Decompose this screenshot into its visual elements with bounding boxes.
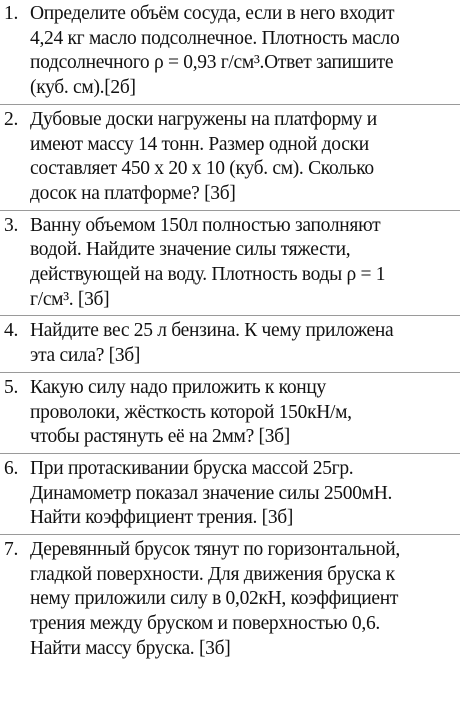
question-number: 4. xyxy=(4,320,19,342)
question-5 xyxy=(4,376,460,450)
question-line: г/см³. [3б] xyxy=(30,288,110,310)
question-line: Найти коэффициент трения. [3б] xyxy=(30,507,294,529)
question-line: При протаскивании бруска массой 25гр. xyxy=(30,457,354,479)
question-6 xyxy=(4,457,460,531)
question-line: Динамометр показал значение силы 2500мН. xyxy=(30,482,393,504)
question-4 xyxy=(4,319,460,368)
question-text xyxy=(30,376,352,450)
question-number: 6. xyxy=(4,457,19,479)
question-line: нему приложили силу в 0,02кН, коэффициент xyxy=(30,588,399,610)
question-line: проволоки, жёсткость которой 150кН/м, xyxy=(30,401,352,423)
question-line: (куб. см).[2б] xyxy=(30,77,136,99)
question-text xyxy=(30,538,400,662)
question-line: составляет 450 х 20 х 10 (куб. см). Сколько xyxy=(30,158,374,180)
question-line: досок на платформе? [3б] xyxy=(30,182,236,204)
question-line: Найти массу бруска. [3б] xyxy=(30,637,231,659)
divider xyxy=(0,210,460,211)
question-line: трения между бруском и поверхностью 0,6. xyxy=(30,613,380,635)
question-line: действующей на воду. Плотность воды ρ = 1 xyxy=(30,264,386,286)
question-7 xyxy=(4,538,460,662)
question-text xyxy=(30,108,377,207)
divider xyxy=(0,372,460,373)
question-number: 7. xyxy=(4,539,19,561)
question-text xyxy=(30,214,385,313)
question-number: 1. xyxy=(4,3,19,24)
question-line: эта сила? [3б] xyxy=(30,345,141,367)
divider xyxy=(0,315,460,316)
divider xyxy=(0,534,460,535)
question-line: Ванну объемом 150л полностью заполняют xyxy=(30,214,381,236)
question-line: водой. Найдите значение силы тяжести, xyxy=(30,239,351,261)
divider xyxy=(0,104,460,105)
question-line: подсолнечного ρ = 0,93 г/см³.Ответ запишите xyxy=(30,52,394,74)
question-2 xyxy=(4,108,460,207)
question-number: 3. xyxy=(4,214,19,236)
question-number: 5. xyxy=(4,376,19,398)
question-text xyxy=(30,457,392,531)
question-line: Определите объём сосуда, если в него входит xyxy=(30,3,395,24)
question-line: Какую силу надо приложить к концу xyxy=(30,376,326,398)
question-text xyxy=(30,2,399,101)
divider xyxy=(0,453,460,454)
question-1 xyxy=(4,2,460,101)
question-line: 4,24 кг масло подсолнечное. Плотность масло xyxy=(30,27,400,49)
question-line: Дубовые доски нагружены на платформу и xyxy=(30,108,377,130)
question-line: Найдите вес 25 л бензина. К чему приложена xyxy=(30,320,394,342)
question-number: 2. xyxy=(4,108,19,130)
question-line: чтобы растянуть её на 2мм? [3б] xyxy=(30,426,290,448)
question-line: гладкой поверхности. Для движения бруска к xyxy=(30,563,395,585)
question-line: имеют массу 14 тонн. Размер одной доски xyxy=(30,133,369,155)
question-line: Деревянный брусок тянут по горизонтальной, xyxy=(30,539,400,561)
question-3 xyxy=(4,214,460,313)
question-text xyxy=(30,319,393,368)
